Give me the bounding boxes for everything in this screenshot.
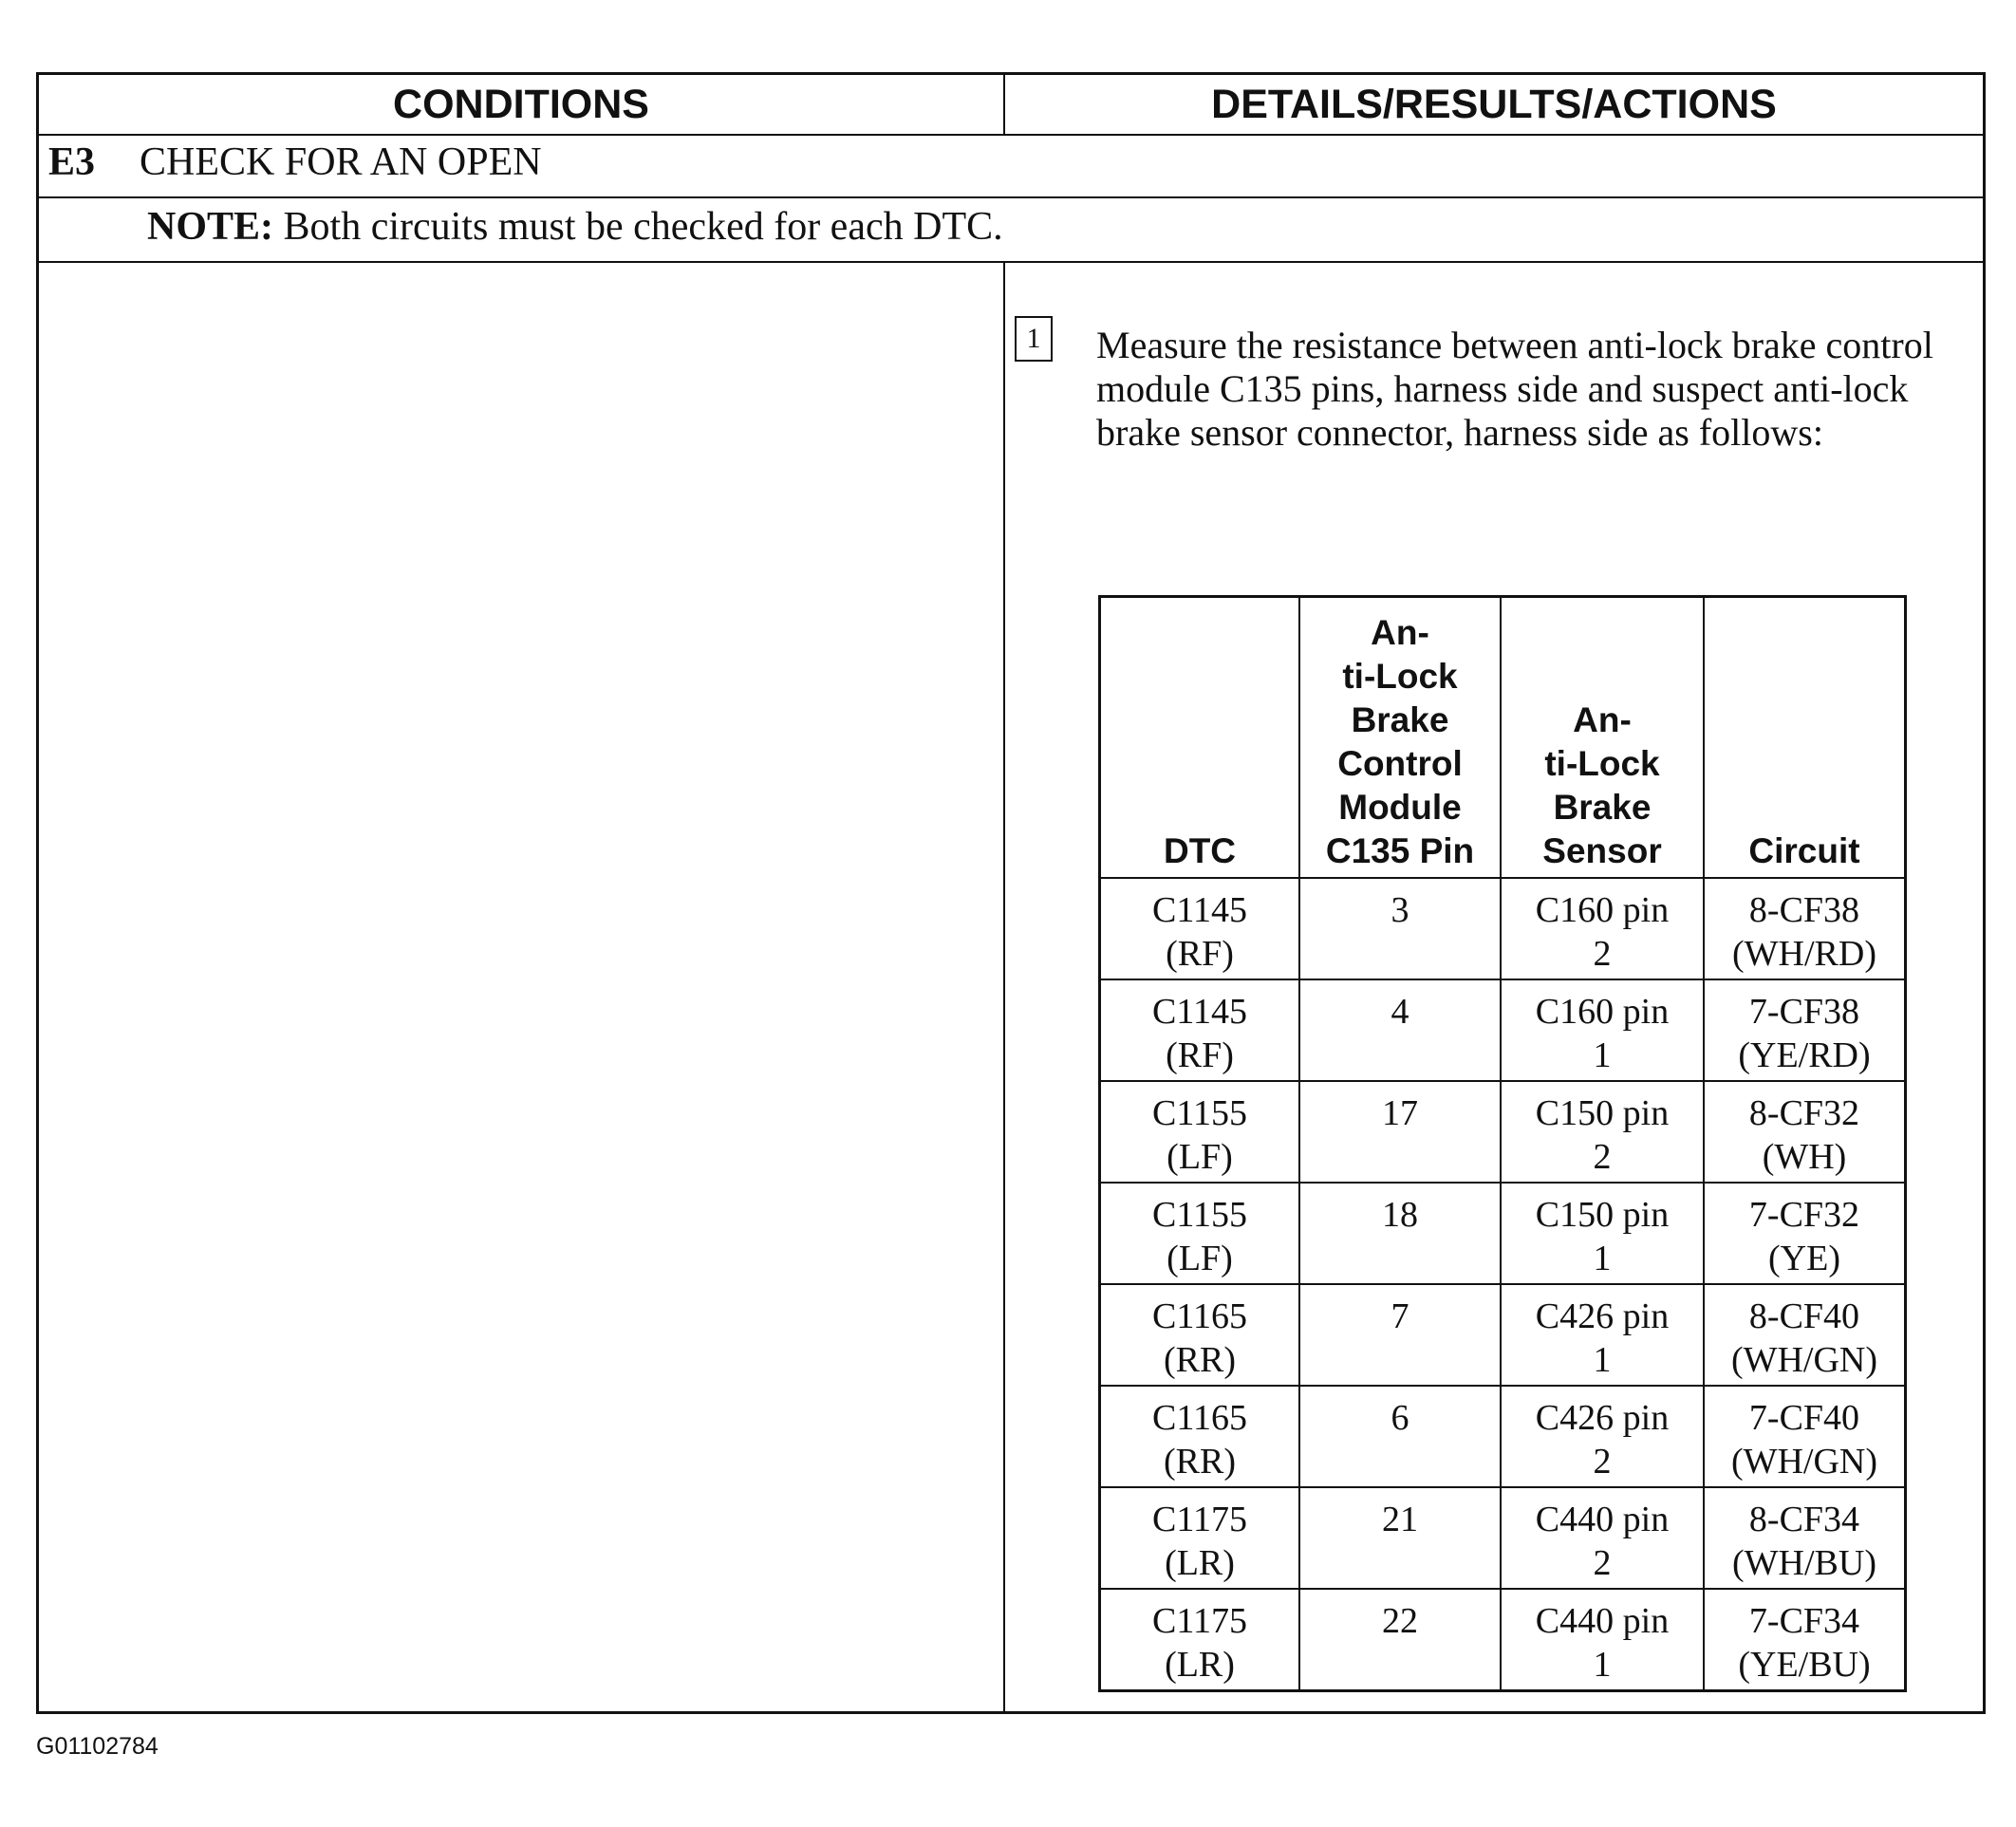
pin-table <box>1098 595 1907 1692</box>
rule <box>39 134 1983 136</box>
circuit-cell: 7-CF32 (YE) <box>1704 1183 1906 1284</box>
figure-id: G01102784 <box>36 1733 159 1760</box>
circuit-cell: 7-CF40 (WH/GN) <box>1704 1386 1906 1487</box>
table-row <box>1100 1589 1906 1690</box>
table-row <box>1100 878 1906 979</box>
note-text: Both circuits must be checked for each DTC. <box>273 205 1003 249</box>
module-pin-cell: 3 <box>1299 878 1501 979</box>
table-row <box>1100 1386 1906 1487</box>
circuit-cell: 8-CF38 (WH/RD) <box>1704 878 1906 979</box>
sensor-cell: C440 pin 1 <box>1501 1589 1704 1690</box>
table-row <box>1100 1081 1906 1183</box>
instruction-text: Measure the resistance between anti-lock brake control module C135 pins, harness side and suspect anti-lock brake sensor connector, harness side as follows: <box>1096 324 1933 454</box>
dtc-cell: C1145 (RF) <box>1100 979 1300 1081</box>
sensor-cell: C426 pin 2 <box>1501 1386 1704 1487</box>
step-number-box: 1 <box>1015 316 1053 362</box>
dtc-cell: C1155 (LF) <box>1100 1183 1300 1284</box>
sensor-cell: C440 pin 2 <box>1501 1487 1704 1589</box>
table-header-row <box>1100 597 1906 879</box>
module-pin-cell: 17 <box>1299 1081 1501 1183</box>
step-title: CHECK FOR AN OPEN <box>140 140 542 184</box>
table-row <box>1100 979 1906 1081</box>
rule <box>39 261 1983 263</box>
dtc-cell: C1175 (LR) <box>1100 1487 1300 1589</box>
sensor-cell: C426 pin 1 <box>1501 1284 1704 1386</box>
header-divider <box>1003 75 1005 134</box>
col-header-dtc: DTC <box>1100 597 1300 879</box>
rule <box>39 196 1983 198</box>
col-header-module-pin: An- ti-Lock Brake Control Module C135 Pin <box>1299 597 1501 879</box>
dtc-cell: C1165 (RR) <box>1100 1284 1300 1386</box>
module-pin-cell: 21 <box>1299 1487 1501 1589</box>
module-pin-cell: 22 <box>1299 1589 1501 1690</box>
module-pin-cell: 18 <box>1299 1183 1501 1284</box>
table-row <box>1100 1284 1906 1386</box>
circuit-cell: 7-CF38 (YE/RD) <box>1704 979 1906 1081</box>
note-label: NOTE: <box>147 205 274 249</box>
module-pin-cell: 4 <box>1299 979 1501 1081</box>
body-divider <box>1003 261 1005 1713</box>
conditions-header: CONDITIONS <box>393 81 649 127</box>
procedure-document <box>36 72 1986 1714</box>
col-header-circuit: Circuit <box>1704 597 1906 879</box>
circuit-cell: 8-CF32 (WH) <box>1704 1081 1906 1183</box>
module-pin-cell: 7 <box>1299 1284 1501 1386</box>
sensor-cell: C160 pin 1 <box>1501 979 1704 1081</box>
note <box>147 204 1003 250</box>
step-id: E3 <box>48 140 96 184</box>
module-pin-cell: 6 <box>1299 1386 1501 1487</box>
dtc-cell: C1165 (RR) <box>1100 1386 1300 1487</box>
circuit-cell: 7-CF34 (YE/BU) <box>1704 1589 1906 1690</box>
sensor-cell: C150 pin 1 <box>1501 1183 1704 1284</box>
col-header-sensor: An- ti-Lock Brake Sensor <box>1501 597 1704 879</box>
table-row <box>1100 1183 1906 1284</box>
sensor-cell: C160 pin 2 <box>1501 878 1704 979</box>
circuit-cell: 8-CF34 (WH/BU) <box>1704 1487 1906 1589</box>
table-row <box>1100 1487 1906 1589</box>
dtc-cell: C1175 (LR) <box>1100 1589 1300 1690</box>
dtc-cell: C1155 (LF) <box>1100 1081 1300 1183</box>
details-header: DETAILS/RESULTS/ACTIONS <box>1211 81 1777 127</box>
circuit-cell: 8-CF40 (WH/GN) <box>1704 1284 1906 1386</box>
sensor-cell: C150 pin 2 <box>1501 1081 1704 1183</box>
dtc-cell: C1145 (RF) <box>1100 878 1300 979</box>
